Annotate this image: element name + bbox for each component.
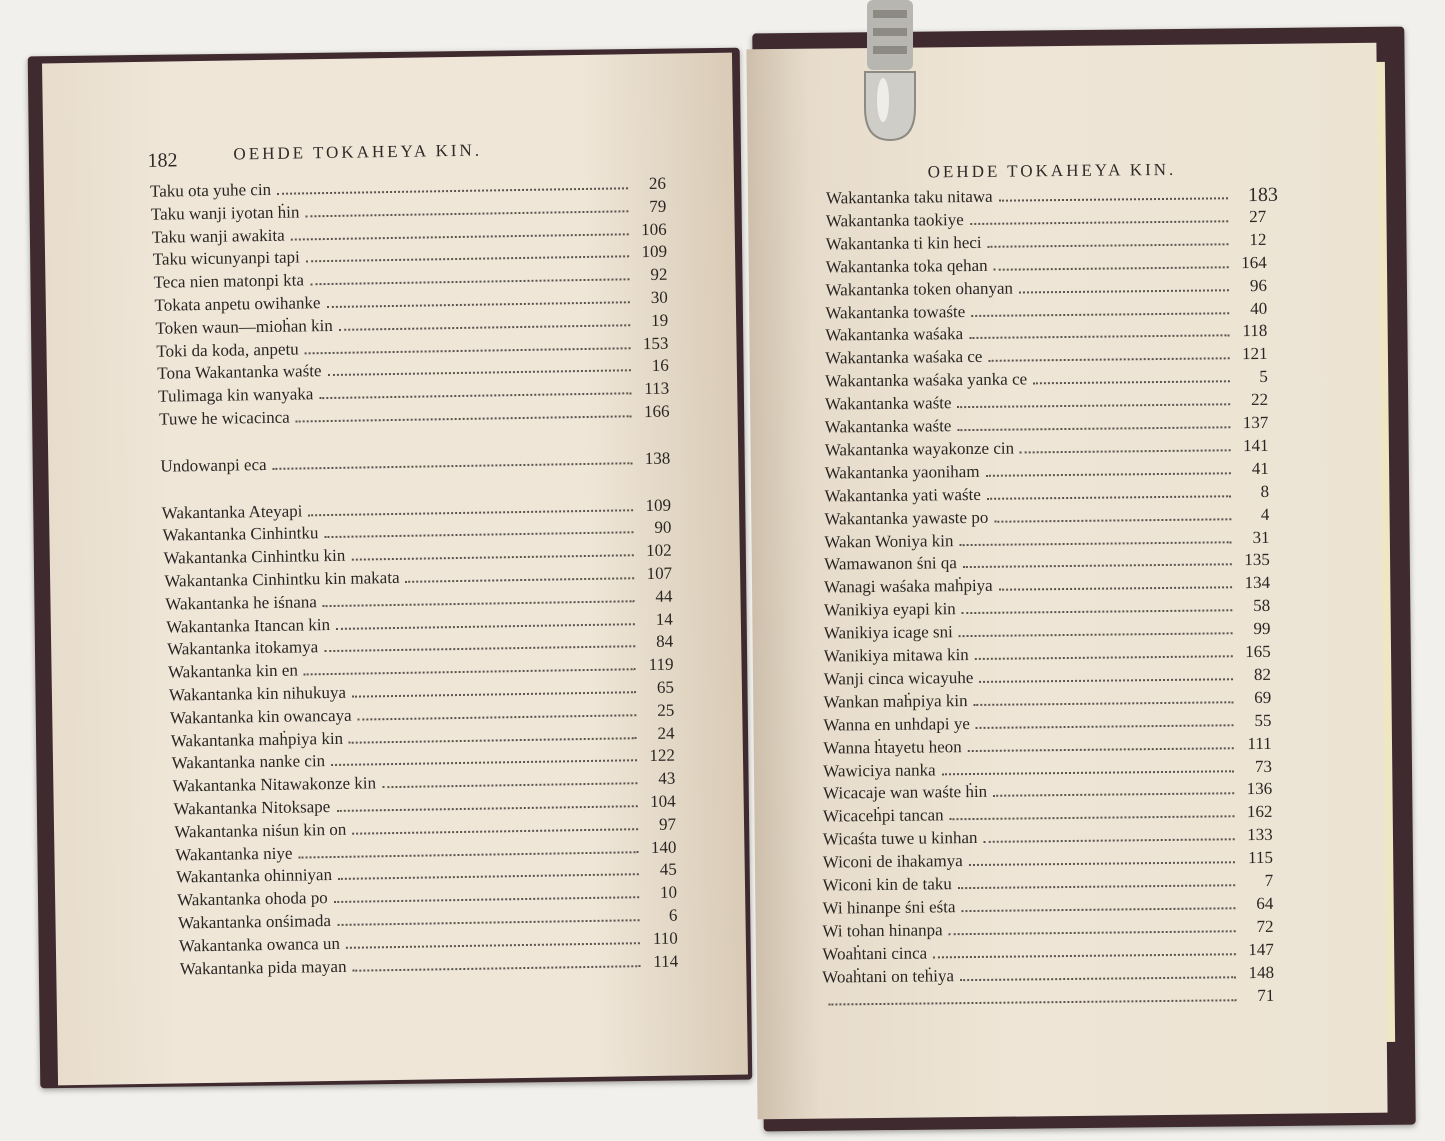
entry-title: Wakantanka niśun kin on xyxy=(174,819,347,842)
dot-leader xyxy=(406,576,635,583)
dot-leader xyxy=(306,255,629,263)
entry-page-number: 69 xyxy=(1254,687,1272,707)
entry-page-number: 114 xyxy=(653,951,679,971)
entry-title: Wakantanka kin en xyxy=(167,660,299,682)
entry-title: Wakantanka yati waśte xyxy=(824,484,981,506)
entry-page-number: 110 xyxy=(652,928,678,948)
dot-leader xyxy=(349,736,637,744)
entry-title: Wakantanka Itancan kin xyxy=(166,614,331,637)
entry-title: Wanikiya icage sni xyxy=(823,622,953,643)
entry-page-number: 24 xyxy=(657,723,675,743)
entry-title: Wakantanka maḣpiya kin xyxy=(170,728,344,751)
entry-title: Wawiciya nanka xyxy=(823,759,936,781)
dot-leader xyxy=(988,357,1229,363)
dot-leader xyxy=(969,860,1235,866)
entry-title: Teca nien matonpi kta xyxy=(153,270,305,292)
entry-title: Wakantanka taokiye xyxy=(825,209,964,231)
entry-page-number: 147 xyxy=(1248,939,1274,959)
entry-title: Wakantanka owanca un xyxy=(178,933,341,956)
dot-leader xyxy=(971,311,1229,317)
dot-leader xyxy=(358,713,637,720)
dot-leader xyxy=(960,975,1236,981)
entry-title: Taku wanji awakita xyxy=(151,225,285,247)
dot-leader xyxy=(961,906,1235,912)
dot-leader xyxy=(993,792,1234,798)
entry-title: Wakantanka waśte xyxy=(824,393,952,414)
entry-page-number: 31 xyxy=(1252,527,1270,547)
dot-leader xyxy=(988,242,1229,248)
entry-page-number: 166 xyxy=(643,401,670,422)
dot-leader xyxy=(308,508,633,516)
entry-page-number: 138 xyxy=(644,448,671,468)
entry-page-number: 109 xyxy=(645,495,672,515)
entry-page-number: 43 xyxy=(658,768,676,789)
entry-title: Wakantanka ohinniyan xyxy=(176,865,333,887)
entry-title: Wicaceḣpi tancan xyxy=(822,805,944,826)
entry-title: Token waun—mioḣan kin xyxy=(155,315,333,338)
entry-title: Tona Wakantanka waśte xyxy=(157,361,322,384)
entry-page-number: 122 xyxy=(649,746,676,766)
entry-page-number: 97 xyxy=(658,814,677,834)
dot-leader xyxy=(959,631,1233,637)
entry-title: Wicaśta tuwe u kinhan xyxy=(822,828,978,849)
dot-leader xyxy=(327,300,630,308)
entry-page-number: 107 xyxy=(646,563,673,584)
left-page xyxy=(42,53,748,1086)
entry-title: Wakantanka towaśte xyxy=(825,301,966,323)
entry-page-number: 134 xyxy=(1244,573,1271,593)
entry-page-number: 45 xyxy=(659,860,677,880)
bookmark-clip-icon xyxy=(855,0,925,150)
entry-title: Wakan Woniya kin xyxy=(824,530,954,552)
dot-leader xyxy=(304,667,636,675)
entry-page-number: 90 xyxy=(654,518,672,538)
entry-page-number: 121 xyxy=(1242,344,1268,364)
dot-leader xyxy=(324,645,635,653)
entry-page-number: 64 xyxy=(1256,893,1274,913)
entry-title: Wakantanka yaoniham xyxy=(824,461,980,483)
entry-page-number: 102 xyxy=(646,540,672,561)
entry-page-number: 10 xyxy=(659,882,678,903)
entry-page-number: 165 xyxy=(1245,641,1271,662)
entry-title: Taku wanji iyotan ḣin xyxy=(150,202,300,224)
entry-title: Wiconi kin de taku xyxy=(822,874,952,895)
entry-page-number: 16 xyxy=(651,356,669,376)
entry-page-number: 99 xyxy=(1253,618,1271,639)
dot-leader xyxy=(310,277,629,285)
dot-leader xyxy=(291,232,629,240)
entry-title: Wakantanka onśimada xyxy=(177,911,332,933)
entry-title: Tuwe he wicacinca xyxy=(158,407,290,429)
entry-page-number: 5 xyxy=(1259,367,1268,387)
entry-title: Wi tohan hinanpa xyxy=(822,920,943,941)
entry-page-number: 25 xyxy=(657,700,675,720)
entry-title: Tulimaga kin wanyaka xyxy=(158,384,314,406)
entry-title: Taku wicunyanpi tapi xyxy=(152,247,300,270)
entry-page-number: 44 xyxy=(655,586,673,606)
dot-leader xyxy=(337,918,640,926)
entry-title: Wakantanka niye xyxy=(175,843,293,865)
dot-leader xyxy=(999,586,1232,591)
entry-title: Wakantanka ohoda po xyxy=(176,888,328,910)
dot-leader xyxy=(976,723,1234,729)
dot-leader xyxy=(962,608,1233,614)
entry-title: Woaḣtani cinca xyxy=(822,943,928,964)
dot-leader xyxy=(273,461,633,470)
entry-title: Wakantanka Nitoksape xyxy=(173,797,331,819)
entry-page-number: 55 xyxy=(1254,710,1272,730)
entry-page-number: 27 xyxy=(1249,206,1267,226)
entry-title: Wakantanka wayakonze cin xyxy=(824,438,1015,460)
entry-title: Wiconi de ihakamya xyxy=(822,851,963,872)
entry-page-number: 6 xyxy=(668,905,678,925)
entry-title: Wakantanka he iśnana xyxy=(165,592,318,614)
entry-title: Wakantanka waśaka yanka ce xyxy=(824,369,1028,391)
dot-leader xyxy=(1019,288,1229,293)
entry-page-number: 96 xyxy=(1249,275,1267,295)
entry-page-number: 71 xyxy=(1257,985,1275,1005)
dot-leader xyxy=(331,759,637,767)
entry-title: Wanikiya mitawa kin xyxy=(823,645,969,666)
dot-leader xyxy=(352,690,636,697)
dot-leader xyxy=(382,781,637,788)
page-number-left: 182 xyxy=(147,149,178,172)
entry-title: Toki da koda, anpetu xyxy=(156,339,299,361)
entry-title: Wakantanka Cinhintku kin makata xyxy=(164,567,400,591)
dot-leader xyxy=(319,391,631,399)
dot-leader xyxy=(296,414,632,422)
page-number-right: 183 xyxy=(1247,183,1279,207)
entry-title: Wakantanka waśaka xyxy=(825,324,964,345)
dot-leader xyxy=(1020,448,1231,453)
entry-page-number: 115 xyxy=(1247,847,1273,868)
index-entry xyxy=(160,446,670,476)
dot-leader xyxy=(942,769,1234,775)
entry-page-number: 65 xyxy=(656,677,675,697)
dot-leader xyxy=(334,895,639,903)
entry-page-number: 12 xyxy=(1249,229,1267,249)
dot-leader xyxy=(979,677,1233,683)
entry-title: Wakantanka itokamya xyxy=(166,637,319,659)
dot-leader xyxy=(324,531,633,539)
entry-page-number: 41 xyxy=(1251,458,1269,478)
entry-title: Wakantanka Ateyapi xyxy=(161,501,303,523)
entry-title: Wanna ḣtayetu heon xyxy=(823,736,962,758)
dot-leader xyxy=(277,186,628,195)
entry-page-number: 84 xyxy=(656,632,674,652)
entry-title: Wakantanka token ohanyan xyxy=(825,278,1014,300)
entry-title: Wakantanka pida mayan xyxy=(179,956,347,979)
entry-title: Tokata anpetu owihanke xyxy=(154,293,321,315)
entry-title: Wakantanka Cinhintku xyxy=(162,523,319,546)
running-head-left: OEHDE TOKAHEYA KIN. xyxy=(233,140,483,164)
running-head-right: OEHDE TOKAHEYA KIN. xyxy=(927,159,1177,182)
dot-leader xyxy=(298,850,638,858)
entry-title: Wanji cinca wicayuhe xyxy=(823,667,974,689)
entry-page-number: 153 xyxy=(642,333,669,353)
entry-page-number: 4 xyxy=(1260,504,1270,524)
entry-title: Wakantanka toka qehan xyxy=(825,255,988,277)
dot-leader xyxy=(949,929,1236,935)
entry-page-number: 136 xyxy=(1246,779,1273,799)
entry-title: Wanna en unhdapi ye xyxy=(823,713,970,735)
entry-page-number: 111 xyxy=(1247,733,1272,753)
entry-page-number: 137 xyxy=(1242,412,1269,433)
entry-page-number: 26 xyxy=(648,173,667,193)
entry-page-number: 19 xyxy=(650,310,669,330)
dot-leader xyxy=(305,209,628,217)
entry-page-number: 148 xyxy=(1248,962,1275,982)
entry-page-number: 72 xyxy=(1256,916,1274,936)
entry-page-number: 162 xyxy=(1246,802,1273,822)
dot-leader xyxy=(353,964,641,972)
entry-title: Wakantanka nanke cin xyxy=(171,751,326,773)
entry-title: Woaḣtani on teḣiya xyxy=(822,965,955,987)
entry-page-number: 92 xyxy=(650,264,668,285)
entry-page-number: 79 xyxy=(649,196,667,216)
entry-page-number: 40 xyxy=(1250,298,1268,318)
dot-leader xyxy=(323,599,635,607)
dot-leader xyxy=(968,746,1234,752)
dot-leader xyxy=(999,196,1228,201)
entry-title: Taku ota yuhe cin xyxy=(149,179,272,201)
right-page xyxy=(746,43,1387,1120)
dot-leader xyxy=(1033,379,1230,384)
entry-title: Wamawanon śni qa xyxy=(824,553,958,574)
entry-page-number: 58 xyxy=(1253,596,1271,616)
entry-title: Wakantanka ti kin heci xyxy=(825,232,982,254)
entry-page-number: 73 xyxy=(1254,756,1273,776)
dot-leader xyxy=(933,952,1236,958)
dot-leader xyxy=(994,265,1229,270)
entry-page-number: 133 xyxy=(1247,825,1273,845)
entry-page-number: 22 xyxy=(1250,389,1269,410)
dot-leader xyxy=(984,837,1235,843)
dot-leader xyxy=(959,540,1231,546)
entry-title: Wakantanka waśaka ce xyxy=(825,347,983,368)
dot-leader xyxy=(346,941,640,949)
dot-leader xyxy=(339,323,630,331)
dot-leader xyxy=(338,873,639,881)
entry-title: Undowanpi eca xyxy=(160,454,267,476)
dot-leader xyxy=(328,369,631,377)
dot-leader xyxy=(958,883,1235,889)
dot-leader xyxy=(987,494,1231,500)
dot-leader xyxy=(305,346,631,354)
entry-page-number: 82 xyxy=(1253,664,1272,684)
entry-title: Wanagi waśaka maḣpiya xyxy=(824,576,993,597)
entry-title: Wanikiya eyapi kin xyxy=(823,599,956,620)
dot-leader xyxy=(969,334,1229,340)
index-entry xyxy=(822,983,1274,1010)
entry-page-number: 30 xyxy=(650,287,668,307)
entry-title: Wankan maḣpiya kin xyxy=(823,690,968,712)
dot-leader xyxy=(975,654,1233,660)
entry-title: Wakantanka Cinhintku kin xyxy=(163,545,346,568)
entry-page-number: 109 xyxy=(641,242,668,262)
entry-page-number: 135 xyxy=(1244,550,1270,570)
dot-leader xyxy=(958,402,1231,408)
dot-leader xyxy=(336,804,637,812)
entry-title: Wicacaje wan waśte ḣin xyxy=(823,782,988,803)
entry-page-number: 7 xyxy=(1264,870,1274,890)
entry-page-number: 104 xyxy=(650,791,676,812)
dot-leader xyxy=(970,219,1228,225)
dot-leader xyxy=(986,471,1231,477)
entry-page-number: 141 xyxy=(1242,435,1269,456)
entry-title: Wakantanka kin nihukuya xyxy=(168,682,347,705)
dot-leader xyxy=(957,425,1230,431)
entry-title: Wakantanka kin owancaya xyxy=(169,705,352,728)
dot-leader xyxy=(336,622,635,630)
entry-page-number: 118 xyxy=(1242,321,1268,341)
dot-leader xyxy=(351,553,633,560)
entry-page-number: 106 xyxy=(641,219,667,239)
entry-title: Wakantanka yawaste po xyxy=(824,507,989,529)
entry-page-number: 14 xyxy=(655,609,673,629)
dot-leader xyxy=(994,517,1231,522)
entry-page-number: 164 xyxy=(1241,252,1267,272)
dot-leader xyxy=(963,563,1232,569)
entry-page-number: 8 xyxy=(1260,481,1270,501)
entry-title: Wi hinanpe śni eśta xyxy=(822,897,956,918)
dot-leader xyxy=(352,827,638,834)
entry-page-number: 119 xyxy=(648,654,674,675)
entry-title: Wakantanka Nitawakonze kin xyxy=(172,773,377,796)
dot-leader xyxy=(828,998,1236,1005)
entry-title: Wakantanka taku nitawa xyxy=(825,186,993,208)
entry-title: Wakantanka waśte xyxy=(824,416,952,437)
dot-leader xyxy=(950,815,1235,821)
entry-page-number: 113 xyxy=(644,378,670,399)
dot-leader xyxy=(974,700,1234,706)
entry-page-number: 140 xyxy=(650,837,677,857)
